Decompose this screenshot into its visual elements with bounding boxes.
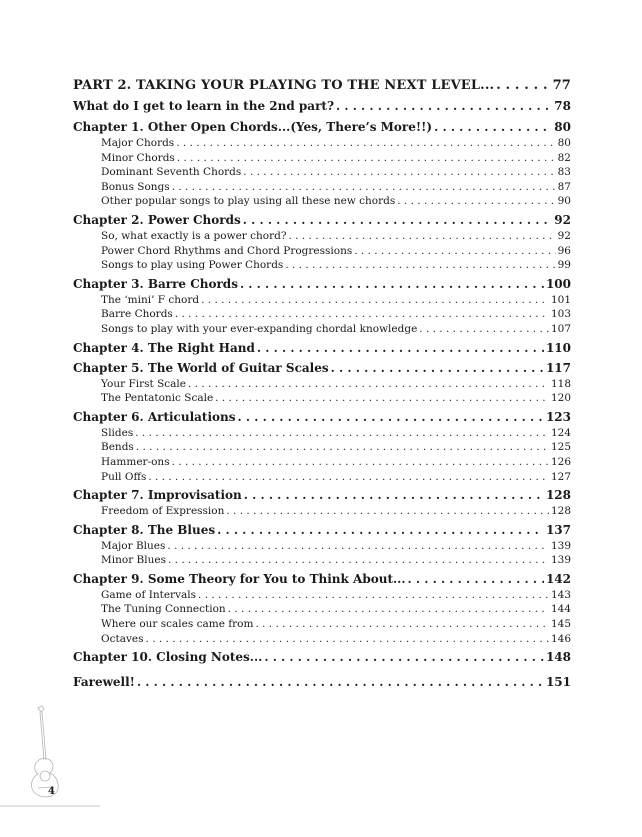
- dot-leader: [331, 360, 544, 377]
- section-entry-page: 139: [550, 539, 571, 552]
- chapter-entry: [73, 340, 571, 357]
- chapter-entry-page: 80: [554, 120, 571, 134]
- intro-page: 78: [554, 99, 571, 113]
- section-entry-page: 92: [557, 229, 571, 242]
- dot-leader: [264, 649, 544, 666]
- chapter-entry: [73, 409, 571, 426]
- section-entry-title: The Tuning Connection: [101, 603, 226, 616]
- chapter-entry: [73, 649, 571, 666]
- section-entry-title: Songs to play using Power Chords: [101, 259, 284, 272]
- dot-leader: [243, 212, 553, 229]
- section-entry-title: Freedom of Expression: [101, 505, 225, 518]
- chapter-entry-title: Chapter 3. Barre Chords: [73, 276, 238, 291]
- section-entry: [73, 293, 571, 308]
- section-entry-title: The Pentatonic Scale: [101, 392, 214, 405]
- section-entry-page: 124: [550, 426, 571, 439]
- section-entry: [73, 602, 571, 617]
- dot-leader: [215, 391, 549, 406]
- dot-leader: [228, 602, 549, 617]
- section-entry: [73, 180, 571, 195]
- dot-leader: [408, 571, 544, 588]
- section-entry-title: Octaves: [101, 632, 144, 645]
- section-entry: [73, 391, 571, 406]
- dot-leader: [172, 455, 549, 470]
- section-entry-page: 139: [550, 554, 571, 567]
- section-entry-page: 145: [550, 618, 571, 631]
- section-entry-page: 99: [557, 259, 571, 272]
- farewell-title: Farewell!: [73, 675, 135, 690]
- dot-leader: [198, 588, 549, 603]
- chapter-entry: [73, 276, 571, 293]
- section-entry-page: 90: [557, 195, 571, 208]
- section-entry-page: 125: [550, 441, 571, 454]
- section-entry-title: Dominant Seventh Chords: [101, 166, 242, 179]
- guitar-icon: [0, 700, 110, 810]
- section-entry: [73, 229, 571, 244]
- chapter-entry: [73, 212, 571, 229]
- section-entry: [73, 440, 571, 455]
- chapter-entry-title: Chapter 6. Articulations: [73, 409, 236, 424]
- section-entry-title: Game of Intervals: [101, 588, 197, 601]
- section-entry: [73, 151, 571, 166]
- chapter-entry-title: Chapter 4. The Right Hand: [73, 340, 255, 355]
- dot-leader: [188, 377, 549, 392]
- section-entry-title: The ‘mini’ F chord: [101, 293, 200, 306]
- section-entry: [73, 194, 571, 209]
- dot-leader: [146, 632, 549, 647]
- intro-title: What do I get to learn in the 2nd part?: [73, 99, 334, 113]
- chapter-entry-title: Chapter 8. The Blues: [73, 522, 216, 537]
- section-entry-page: 146: [550, 632, 571, 645]
- dot-leader: [243, 165, 555, 180]
- chapter-entry-page: 128: [545, 488, 571, 503]
- section-entry-title: Major Chords: [101, 137, 175, 149]
- dot-leader: [176, 136, 555, 151]
- dot-leader: [217, 522, 544, 539]
- dot-leader: [135, 426, 549, 441]
- section-entry-page: 120: [550, 392, 571, 405]
- chapter-entry-title: Chapter 7. Improvisation: [73, 488, 242, 503]
- section-entry: [73, 426, 571, 441]
- section-entry: [73, 553, 571, 568]
- farewell-page: 151: [545, 675, 571, 690]
- section-entry-page: 80: [557, 137, 571, 149]
- dot-leader: [175, 307, 549, 322]
- section-entry: [73, 377, 571, 392]
- dot-leader: [255, 617, 549, 632]
- chapter-entry: [73, 487, 571, 504]
- dot-leader: [148, 470, 549, 485]
- chapter-entry: [73, 522, 571, 539]
- dot-leader: [226, 504, 549, 519]
- section-entry: [73, 539, 571, 554]
- section-entry-page: 126: [550, 455, 571, 468]
- section-entry: [73, 470, 571, 485]
- dot-leader: [167, 539, 549, 554]
- dot-leader: [434, 119, 552, 136]
- dot-leader: [136, 440, 549, 455]
- chapter-entry-title: Chapter 9. Some Theory for You to Think About...: [73, 571, 406, 586]
- chapter-entry-page: 148: [545, 650, 571, 665]
- chapter-entry-page: 110: [545, 340, 571, 355]
- section-entry-page: 127: [550, 470, 571, 483]
- chapter-entry: [73, 571, 571, 588]
- dot-leader: [419, 322, 549, 337]
- dot-leader: [289, 229, 556, 244]
- section-entry: [73, 504, 571, 519]
- section-entry: [73, 258, 571, 273]
- chapter-entry-page: 92: [554, 212, 571, 227]
- section-entry-page: 101: [550, 293, 571, 306]
- section-entry-title: Songs to play with your ever-expanding chordal knowledge: [101, 322, 418, 335]
- section-entry-title: Bends: [101, 441, 134, 454]
- dot-leader: [240, 276, 544, 293]
- section-entry-title: Hammer-ons: [101, 455, 170, 468]
- dot-leader: [257, 340, 544, 357]
- section-entry-page: 143: [550, 588, 571, 601]
- section-entry-title: Power Chord Rhythms and Chord Progressions: [101, 244, 353, 257]
- section-entry-page: 118: [550, 377, 571, 390]
- section-entry-title: Pull Offs: [101, 470, 147, 483]
- chapter-entry: [73, 360, 571, 377]
- section-entry: [73, 617, 571, 632]
- section-entry-title: Other popular songs to play using all these new chords: [101, 195, 396, 208]
- chapter-entry-page: 142: [545, 571, 571, 586]
- chapter-entry-page: 100: [545, 276, 571, 291]
- farewell-entry: [73, 674, 571, 691]
- section-entry-page: 107: [550, 322, 571, 335]
- dot-leader: [354, 244, 555, 259]
- dot-leader: [168, 553, 549, 568]
- section-entry-page: 83: [557, 166, 571, 179]
- section-entry-title: Major Blues: [101, 539, 166, 552]
- chapter-entry-page: 117: [545, 360, 571, 375]
- dot-leader: [137, 674, 544, 691]
- chapter-entry: [73, 119, 571, 136]
- section-entry-title: Where our scales came from: [101, 618, 254, 631]
- section-entry-page: 128: [550, 505, 571, 518]
- section-entry: [73, 136, 571, 151]
- section-entry: [73, 244, 571, 259]
- section-entry-title: So, what exactly is a power chord?: [101, 229, 287, 242]
- chapter-list: [73, 119, 571, 666]
- dot-leader: [238, 409, 544, 426]
- section-entry-title: Your First Scale: [101, 377, 186, 390]
- section-entry: [73, 165, 571, 180]
- chapter-entry-page: 137: [545, 522, 571, 537]
- section-entry-page: 103: [550, 308, 571, 321]
- dot-leader: [172, 180, 556, 195]
- dot-leader: [285, 258, 555, 273]
- section-entry-title: Barre Chords: [101, 308, 173, 321]
- section-entry: [73, 455, 571, 470]
- section-entry-page: 96: [557, 244, 571, 257]
- section-entry: [73, 322, 571, 337]
- section-entry-title: Minor Blues: [101, 554, 166, 567]
- dot-leader: [201, 293, 549, 308]
- intro-entry: [73, 98, 571, 115]
- section-entry-page: 144: [550, 603, 571, 616]
- section-entry: [73, 307, 571, 322]
- chapter-entry-title: Chapter 1. Other Open Chords...(Yes, There’s More!!): [73, 120, 433, 134]
- dot-leader: [244, 487, 544, 504]
- part-page: 77: [552, 78, 571, 93]
- section-entry-page: 87: [557, 180, 571, 193]
- part-heading: [73, 76, 571, 95]
- chapter-entry-title: Chapter 10. Closing Notes...: [73, 650, 263, 665]
- section-entry: [73, 632, 571, 647]
- chapter-entry-title: Chapter 2. Power Chords: [73, 212, 241, 227]
- page-number: 4: [48, 786, 55, 797]
- section-entry-title: Minor Chords: [101, 151, 175, 164]
- table-of-contents: [73, 76, 571, 691]
- chapter-entry-page: 123: [545, 409, 571, 424]
- chapter-entry-title: Chapter 5. The World of Guitar Scales: [73, 360, 329, 375]
- dot-leader: [336, 98, 552, 115]
- section-entry-page: 82: [557, 151, 571, 164]
- section-entry: [73, 588, 571, 603]
- section-entry-title: Slides: [101, 426, 134, 439]
- dot-leader: [496, 76, 550, 95]
- part-title: PART 2. TAKING YOUR PLAYING TO THE NEXT LEVEL...: [73, 78, 495, 93]
- dot-leader: [397, 194, 555, 209]
- dot-leader: [177, 151, 556, 166]
- section-entry-title: Bonus Songs: [101, 180, 170, 193]
